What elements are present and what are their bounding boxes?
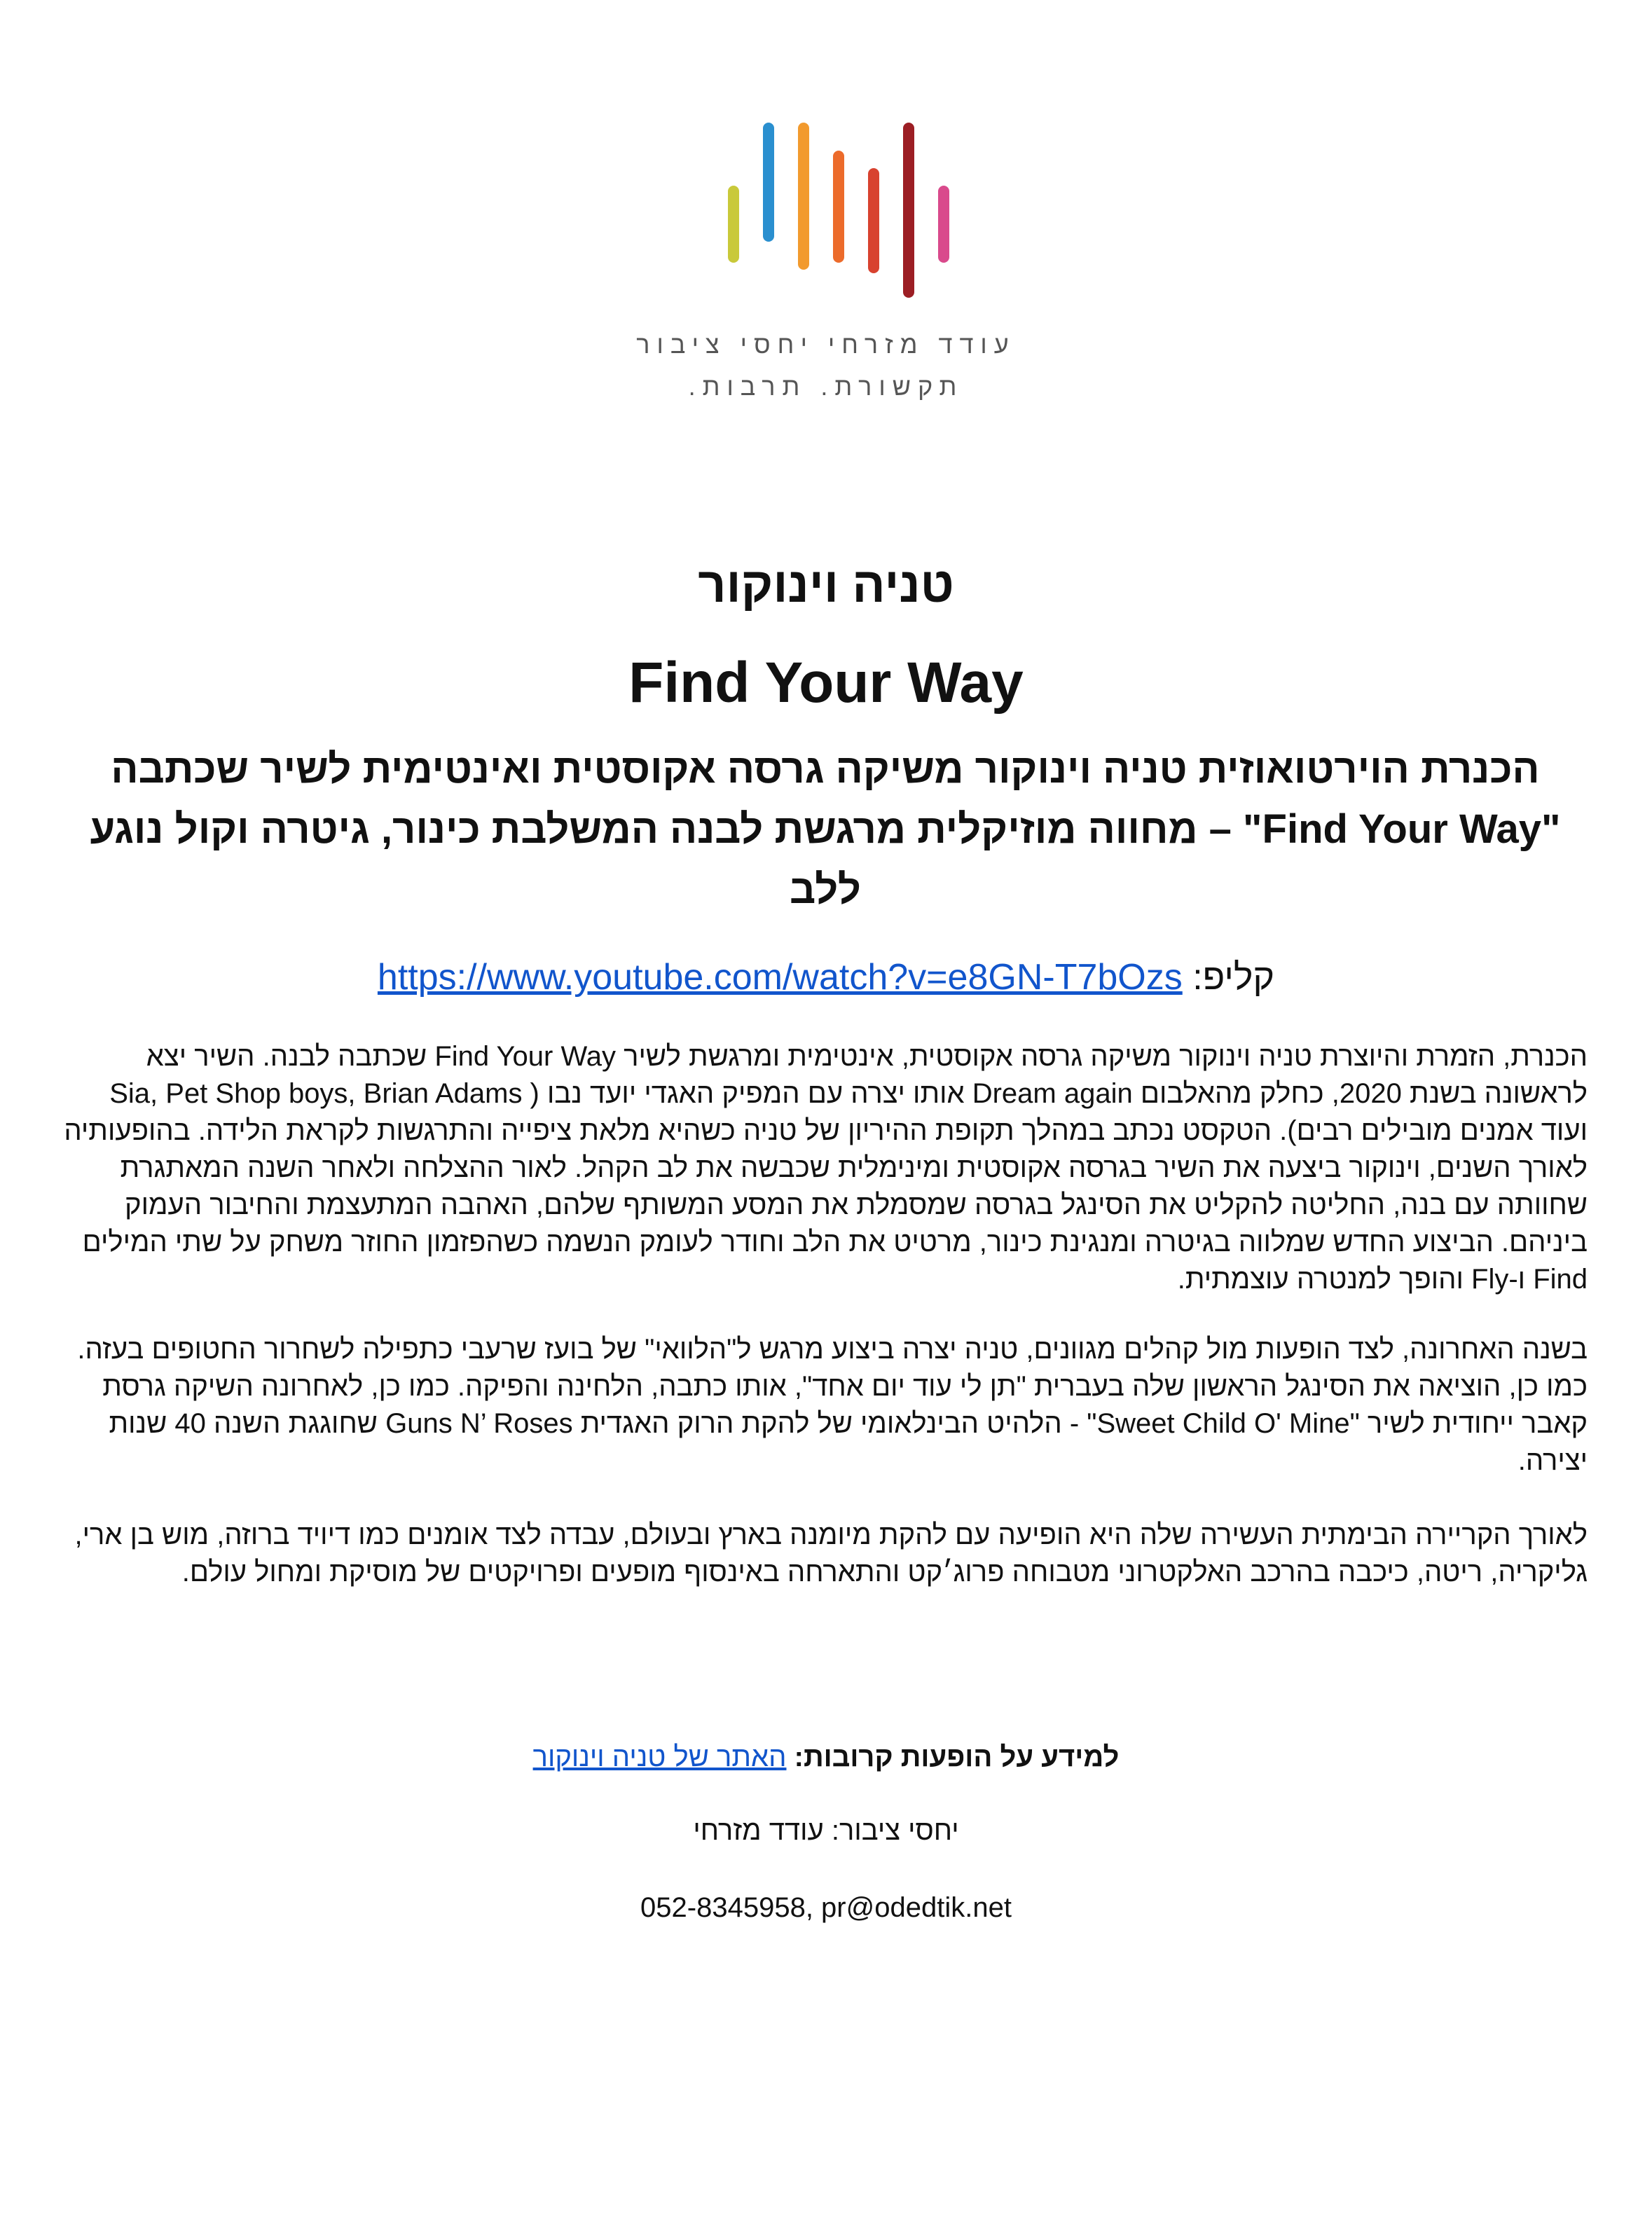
contact-line: 052-8345958, pr@odedtik.net: [640, 1892, 1012, 1923]
logo-bar-1: [728, 186, 739, 263]
logo-bar-2: [763, 123, 774, 242]
logo-name: עודד מזרחי יחסי ציבור: [636, 330, 1016, 359]
title-hebrew: טניה וינוקור: [698, 558, 954, 612]
clip-link[interactable]: https://www.youtube.com/watch?v=e8GN-T7bOzs: [377, 957, 1183, 998]
logo-bar-6: [903, 123, 914, 298]
paragraph-2: בשנה האחרונה, לצד הופעות מול קהלים מגוונים, טניה יצרה ביצוע מרגש ל"הלוואי" של בועז שרעבי כתפילה לשחרור החטופים בעזה. כמו כן, הוציאה את הסינגל הראשון שלה בעברית "תן לי עוד יום אחד", אותו כתבה, הלחינה והפיקה. כמו כן, לאחרונה השיקה גרסת קאבר ייחודית לשיר "Sweet Child O' Mine" - הלהיט הבינלאומי של להקת הרוק האגדית Guns N’ Roses שחוגגת השנה 40 שנות יצירה.: [77, 1334, 1588, 1476]
logo-bar-3: [798, 123, 809, 270]
logo-bar-4: [833, 151, 844, 263]
paragraph-3: לאורך הקריירה הבימתית העשירה שלה היא הופיעה עם להקת מיומנה בארץ ובעולם, עבדה לצד אומנים כמו דיויד ברוזה, מוש בן ארי, גליקריה, ריטה, כיכבה בהרכב האלקטרוני מטבוחה פרוג׳קט והתארחה באינסוף מופעים ופרויקטים של מוסיקת ומחול עולם.: [74, 1520, 1588, 1587]
subtitle: הכנרת הוירטואוזית טניה וינוקור משיקה גרסה אקוסטית ואינטימית לשיר שכתבה "Find Your Way" – מחווה מוזיקלית מרגשת לבנה המשלבת כינור, גיטרה וקול נוגע ללב: [90, 746, 1561, 912]
clip-label: קליפ:: [1192, 957, 1275, 998]
paragraph-1: הכנרת, הזמרת והיוצרת טניה וינוקור משיקה גרסה אקוסטית, אינטימית ומרגשת לשיר Find Your Way שכתבה לבנה. השיר יצא לראשונה בשנת 2020, כחלק מהאלבום Dream again אותו יצרה עם המפיק האגדי יועד נבו ( Sia, Pet Shop boys, Brian Adams ועוד אמנים מובילים רבים). הטקסט נכתב במהלך תקופת ההיריון של טניה כשהיא מלאת ציפייה והתרגשות לקראת הלידה. בהופעותיה לאורך השנים, וינוקור ביצעה את השיר בגרסה אקוסטית ומינימלית שכבשה את לב הקהל. לאור ההצלחה ולאחר השנה המאתגרת שחוותה עם בנה, החליטה להקליט את הסינגל בגרסה שמסמלת את המסע המשותף שלהם, האהבה המתעצמת והחיבור העמוק ביניהם. הביצוע החדש שמלווה בגיטרה ומנגינת כינור, מרטיט את הלב וחודר לעומק הנשמה כשהפזמון החוזר משחק על שתי המילים Find ו-Fly והופך למנטרה עוצמתית.: [64, 1041, 1588, 1295]
site-link[interactable]: האתר של טניה וינוקור: [532, 1742, 787, 1772]
logo-bar-5: [868, 168, 879, 273]
shows-info: [0, 1737, 1652, 1777]
pr-line: יחסי ציבור: עודד מזרחי: [693, 1815, 959, 1846]
logo-mark-icon: [724, 119, 928, 308]
logo-bar-7: [938, 186, 949, 263]
shows-label: למידע על הופעות קרובות:: [794, 1742, 1120, 1772]
clip-line: [0, 949, 1652, 1005]
logo-tagline: תקשורת. תרבות.: [688, 372, 964, 401]
title-english: Find Your Way: [628, 651, 1024, 715]
logo: [0, 119, 1652, 408]
